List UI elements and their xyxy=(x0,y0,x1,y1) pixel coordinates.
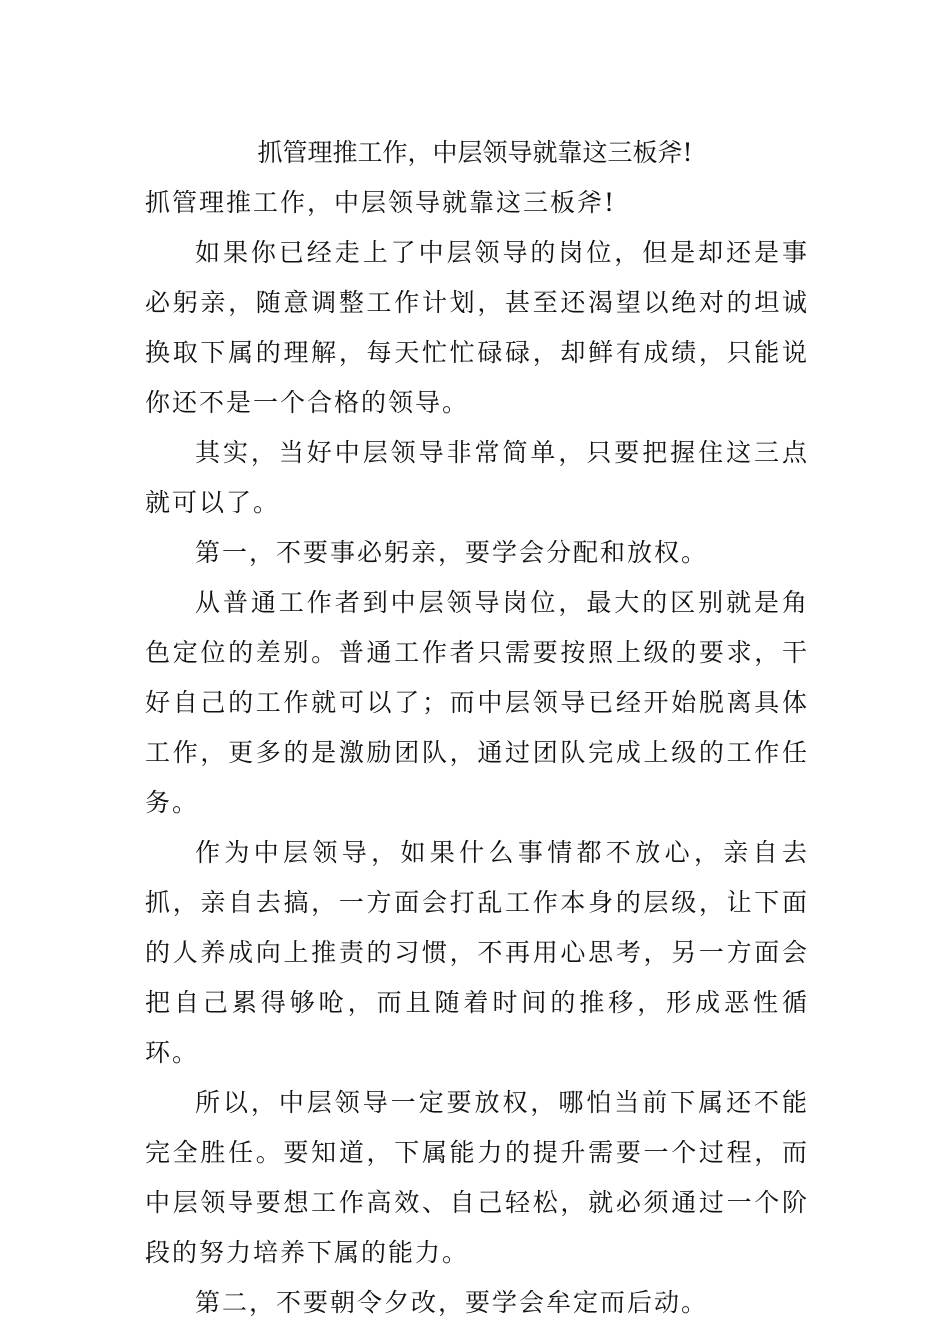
paragraph-intro: 如果你已经走上了中层领导的岗位，但是却还是事必躬亲，随意调整工作计划，甚至还渴望以绝对的坦诚换取下属的理解，每天忙忙碌碌，却鲜有成绩，只能说你还不是一个合格的领导。 xyxy=(145,238,809,417)
paragraph-repeated-title: 抓管理推工作，中层领导就靠这三板斧! xyxy=(145,188,617,217)
paragraph-point-two-heading: 第二，不要朝令夕改，要学会牟定而后动。 xyxy=(195,1288,709,1317)
paragraph-summary: 其实，当好中层领导非常简单，只要把握住这三点就可以了。 xyxy=(145,438,809,517)
paragraph-role-difference: 从普通工作者到中层领导岗位，最大的区别就是角色定位的差别。普通工作者只需要按照上级的要求，干好自己的工作就可以了；而中层领导已经开始脱离具体工作，更多的是激励团队，通过团队完成上级的工作任务。 xyxy=(145,588,809,817)
document-body xyxy=(145,178,809,1328)
paragraph-point-one-heading: 第一，不要事必躬亲，要学会分配和放权。 xyxy=(195,538,709,567)
document-title: 抓管理推工作，中层领导就靠这三板斧! xyxy=(257,138,693,167)
paragraph-delegation: 所以，中层领导一定要放权，哪怕当前下属还不能完全胜任。要知道，下属能力的提升需要一个过程，而中层领导要想工作高效、自己轻松，就必须通过一个阶段的努力培养下属的能力。 xyxy=(145,1088,809,1267)
paragraph-micromanagement: 作为中层领导，如果什么事情都不放心，亲自去抓，亲自去搞，一方面会打乱工作本身的层级，让下面的人养成向上推责的习惯，不再用心思考，另一方面会把自己累得够呛，而且随着时间的推移，形成恶性循环。 xyxy=(145,838,809,1067)
